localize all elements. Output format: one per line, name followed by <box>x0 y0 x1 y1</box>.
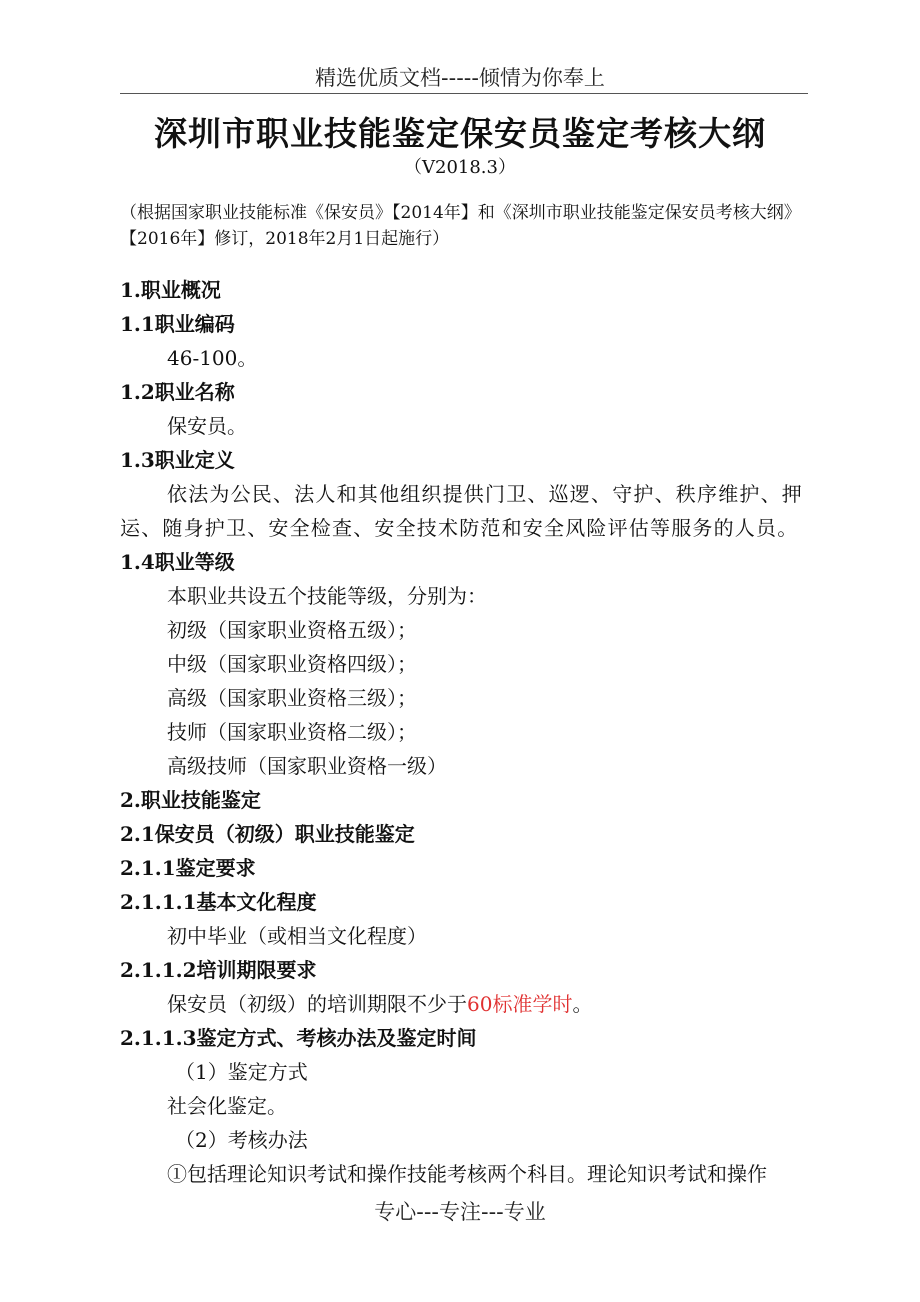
training-hours-highlight: 60标准学时 <box>467 992 573 1016</box>
level-item: 中级（国家职业资格四级）； <box>167 652 417 676</box>
training-period-prefix: 保安员（初级）的培训期限不少于 <box>167 992 467 1016</box>
occupation-name-value: 保安员。 <box>167 414 247 438</box>
levels-intro: 本职业共设五个技能等级，分别为： <box>167 584 487 608</box>
revision-basis-note: （根据国家职业技能标准《保安员》【2014年】和《深圳市职业技能鉴定保安员考核大纲》【2016年】修订，2018年2月1日起施行） <box>120 203 801 249</box>
occupation-definition-text: 依法为公民、法人和其他组织提供门卫、巡逻、守护、秩序维护、押运、随身护卫、安全检查、安全技术防范和安全风险评估等服务的人员。 <box>120 482 803 540</box>
occupation-code-value: 46-100。 <box>167 346 258 370</box>
level-item: 初级（国家职业资格五级）； <box>167 618 417 642</box>
heading-junior-appraisal: 2.1保安员（初级）职业技能鉴定 <box>120 822 415 846</box>
training-period-text <box>120 987 810 1021</box>
document-body <box>120 273 810 1191</box>
heading-appraisal-method: 2.1.1.3鉴定方式、考核办法及鉴定时间 <box>120 1026 477 1050</box>
page-footer: 专心---专注---专业 <box>374 1200 546 1224</box>
education-level-text: 初中毕业（或相当文化程度） <box>167 924 427 948</box>
page-header: 精选优质文档-----倾情为你奉上 <box>315 66 605 90</box>
assessment-method-text: ①包括理论知识考试和操作技能考核两个科目。理论知识考试和操作 <box>167 1162 767 1186</box>
subheading-appraisal-mode: （1）鉴定方式 <box>175 1060 308 1084</box>
heading-education-level: 2.1.1.1基本文化程度 <box>120 890 317 914</box>
heading-skill-appraisal: 2.职业技能鉴定 <box>120 788 261 812</box>
heading-occupation-levels: 1.4职业等级 <box>120 550 235 574</box>
heading-appraisal-requirements: 2.1.1鉴定要求 <box>120 856 256 880</box>
heading-training-period: 2.1.1.2培训期限要求 <box>120 958 317 982</box>
document-title: 深圳市职业技能鉴定保安员鉴定考核大纲 <box>154 114 766 153</box>
heading-occupation-code: 1.1职业编码 <box>120 312 235 336</box>
heading-occupation-overview: 1.职业概况 <box>120 278 221 302</box>
subheading-assessment-method: （2）考核办法 <box>175 1128 308 1152</box>
header-divider <box>120 93 808 94</box>
level-item: 高级（国家职业资格三级）； <box>167 686 417 710</box>
heading-occupation-name: 1.2职业名称 <box>120 380 235 404</box>
appraisal-mode-text: 社会化鉴定。 <box>167 1094 287 1118</box>
heading-occupation-definition: 1.3职业定义 <box>120 448 235 472</box>
level-item: 技师（国家职业资格二级）； <box>167 720 417 744</box>
document-version: （V2018.3） <box>404 157 516 178</box>
training-period-suffix: 。 <box>572 992 593 1016</box>
level-item: 高级技师（国家职业资格一级） <box>167 754 447 778</box>
